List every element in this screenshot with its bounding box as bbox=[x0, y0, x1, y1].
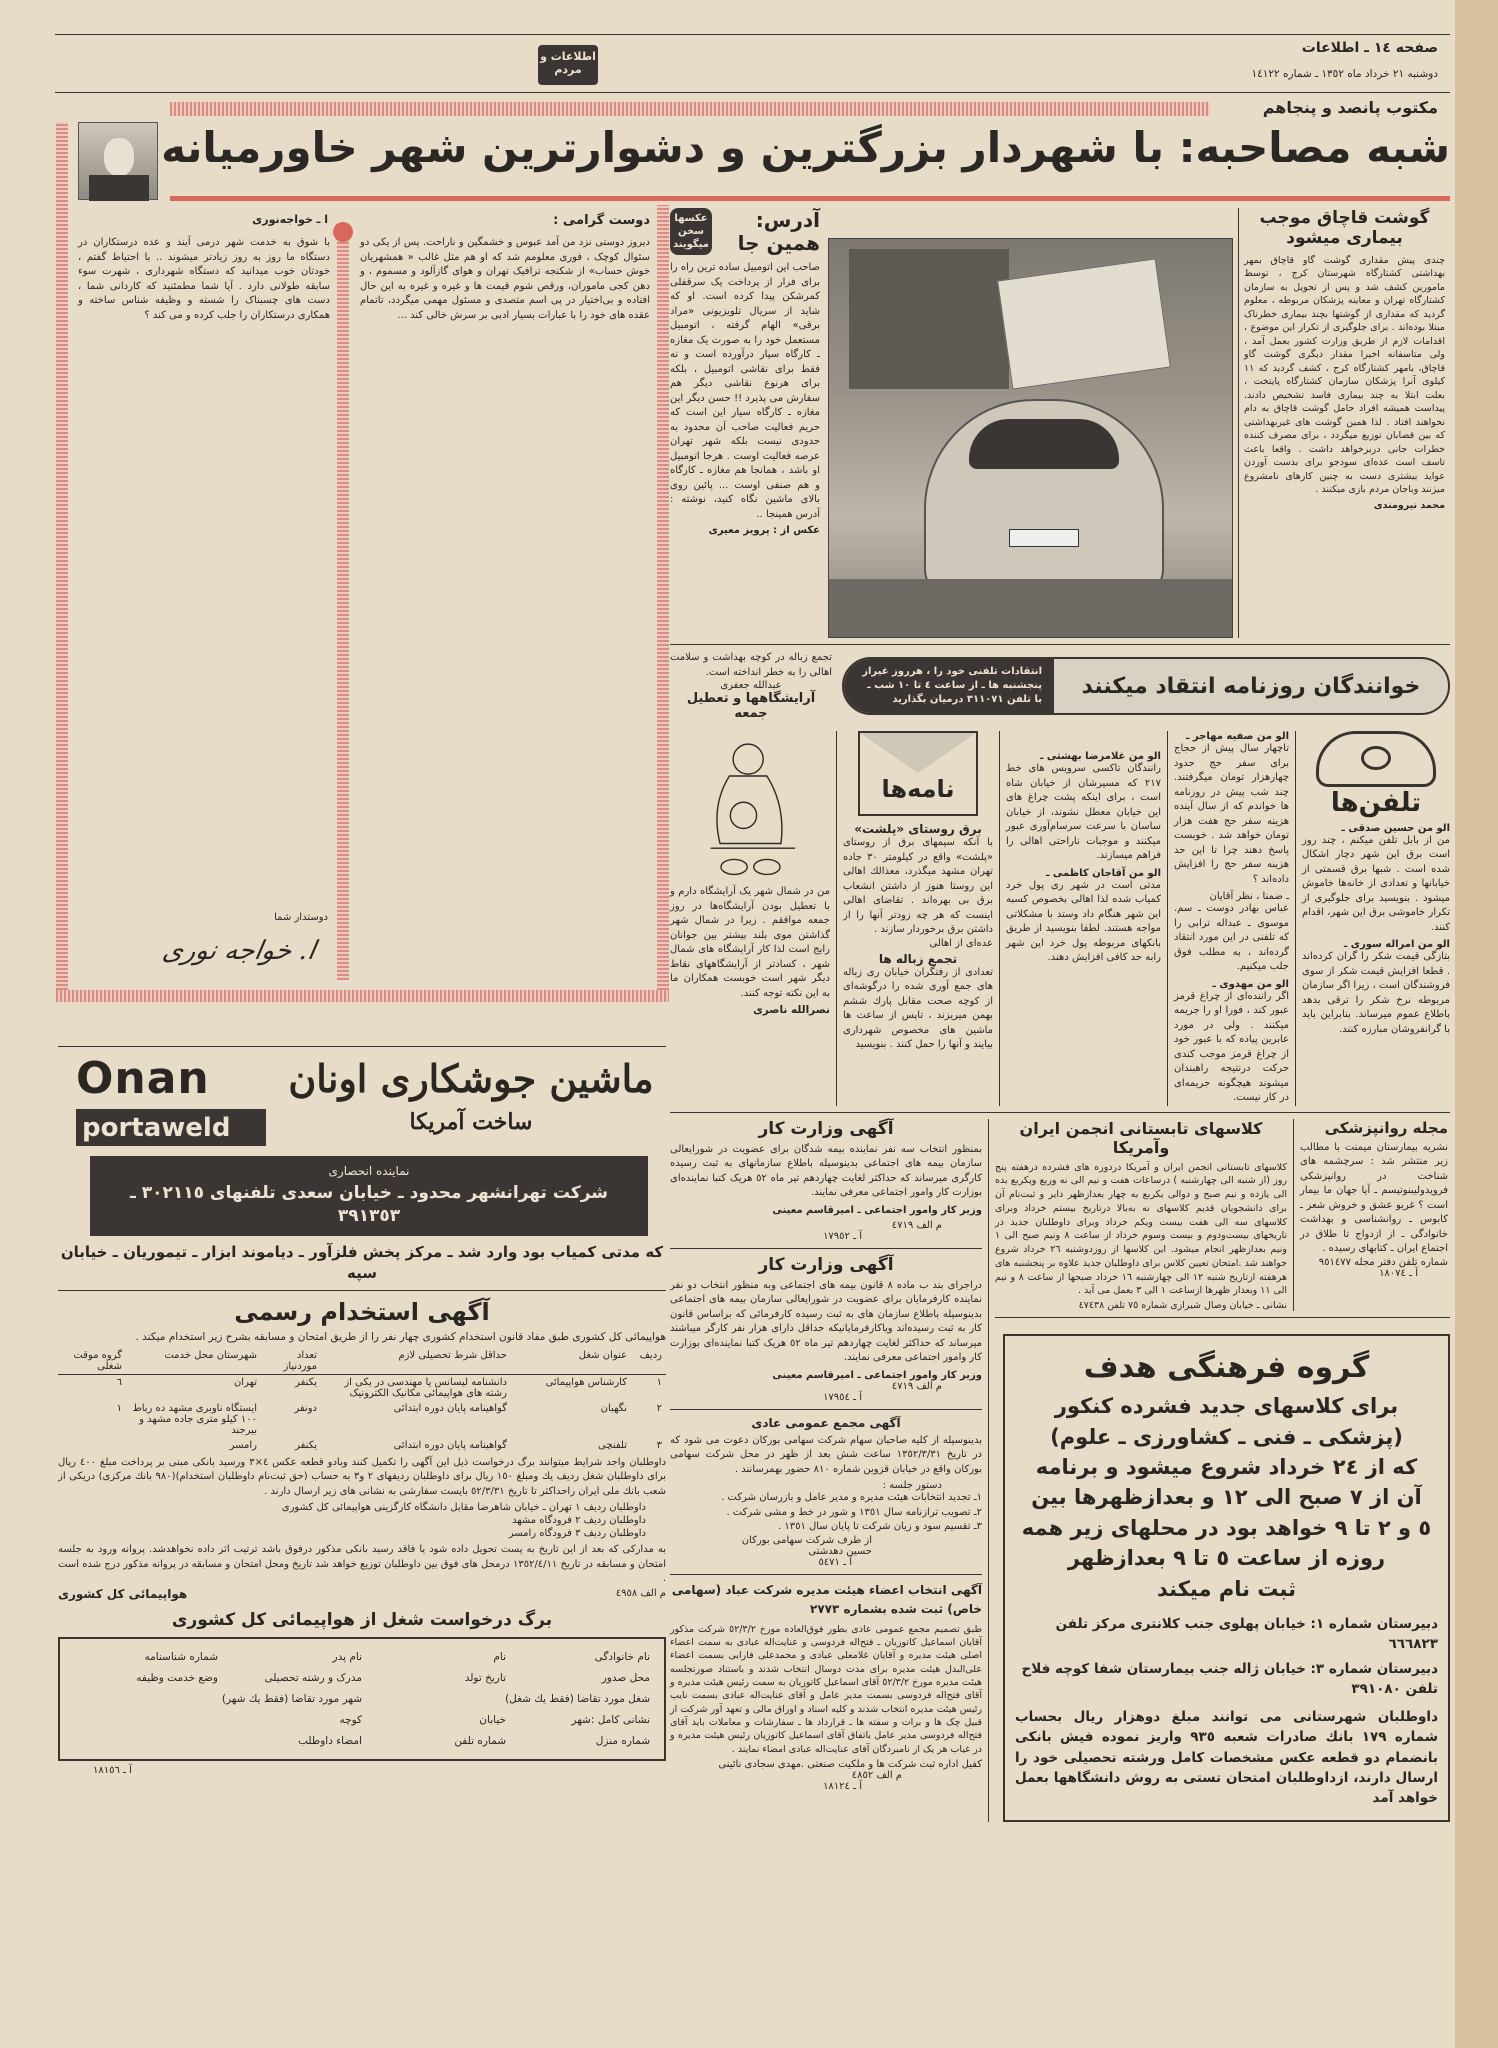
assembly-body: بدینوسیله از کلیه صاحبان سهام شرکت سهامی بورکان دعوت می شود که در تاریخ ١٣٥٢/٣/٣١ ساعت شش بعد از ظهر در محل شرکت سهامی بورکان واقع در خیابان قزوین شماره ٨١٠ حضور بهمرسانند . bbox=[670, 1434, 982, 1475]
form-field-military-status[interactable]: وضع خدمت وظیفه bbox=[136, 1672, 218, 1685]
phone-message: بتازگی قیمت شکر را گران کرده‌اند . قطعا افزایش قیمت شکر از سوی فروشندگان است ، زیرا اگر سازمان مربوطه نرخ شکر را ترقی بدهد باطلاع عموم میرساند. بنابراین باید با گرانفروشان مبارزه کنند. bbox=[1302, 951, 1450, 1035]
onan-ad-subtitle: ساخت آمریکا bbox=[409, 1108, 533, 1135]
form-field-birth-date[interactable]: تاریخ تولد bbox=[464, 1672, 506, 1685]
left-bottom bbox=[58, 1040, 666, 1776]
phone-caller: الو من حسین صدقی ـ bbox=[1341, 822, 1450, 834]
kicker: مکتوب پانصد و پنجاهم bbox=[1262, 98, 1438, 117]
form-field-father-name[interactable]: نام پدر bbox=[332, 1651, 362, 1664]
phone-message: رانندگان تاکسی سرویس های خط ٢١٧ که مسیرشان از خیابان شاه است ، برای اینکه پشت چراغ های این خیابان معطل نشوند، از خیابان ساسان با سرعت سرسام‌آوری عبور میکنند و موجبات ناراحتی اهالی را فراهم میسازند. bbox=[1006, 763, 1161, 861]
summer-classes-body: کلاسهای تابستانی انجمن ایران و آمریکا دردوره های فشرده درهفته پنج روز (از شنبه الی چهارشنبه ) درساعات هفت و نیم الی نه وربع ویکربع بده الی یازده و نیم صبح و دوالی یکربع به چهار بعدازظهر دایر و ثبت‌نام آن برای دانشجویان قدیم کلاسهای نه به‌بالا درتاریخ بیستم خرداد وبرای کلاسهای سه الی هفت بیست ویکم خرداد وبرای داوطلبان جدید در تاریخهای بیست‌ودوم و بیست وسوم خرداد از ساعت ٨ ونیم صبح الی ١ ونیم بعدازظهر انجام میشود. این کلاسها از روزدوشنبه ٢٦ خرداد شروع خواهند شد .امتحان تعیین کلاس برای داوطلبان جدید علاوه بر پنجشنبه های هرهفته ازتاریخ شنبه ١٢ الی چهارشنبه ١٦ خرداد صبحها از ساعت ٨ و نیم الی ١١ وبعداز ظهرها ازساعت ١ الی ٣ بعمل می آید . bbox=[995, 1161, 1287, 1297]
onan-rep-box bbox=[90, 1156, 648, 1236]
kicker-stripe bbox=[170, 102, 1210, 116]
garbage-note: تجمع زباله در کوچه بهداشت و سلامت اهالی را به خطر انداخته است. bbox=[670, 652, 832, 678]
telephone-icon bbox=[1316, 731, 1436, 787]
top-rule bbox=[55, 34, 1450, 35]
barber-title: آرایشگاهها و تعطیل جمعه bbox=[686, 691, 816, 721]
hadaf-line: ثبت نام میکند bbox=[1157, 1576, 1296, 1601]
section-rule bbox=[670, 644, 1450, 645]
divider-dot bbox=[333, 222, 353, 242]
form-field-education[interactable]: مدرک و رشته تحصیلی bbox=[264, 1672, 362, 1685]
labor-ad-ref: م الف ٤٧١٩ bbox=[891, 1219, 942, 1231]
assembly-title: آگهی مجمع عمومی عادی bbox=[751, 1415, 901, 1430]
phone-message: مدتی است در شهر ری پول خرد کمیاب شده لذا اهالی بخصوص کسبه این شهر هنگام داد وستد با مشکلاتی مواجه هستند. لطفا بنویسید از طریق بانکهای مربوطه پول خرد این شهر رابه حد کافی افزایش دهند. bbox=[1006, 879, 1161, 963]
psych-journal-phone: شماره تلفن دفتر مجله ٩٥١٤٧٧ bbox=[1318, 1256, 1448, 1268]
cell-job-title: کارشناس هواپیمائی bbox=[545, 1376, 627, 1388]
board-notice-code: آ ـ ١٨١٢٤ bbox=[823, 1780, 862, 1792]
agenda-item: ١ـ تجدید انتخابات هیئت مدیره و مدیر عامل و بازرسان شرکت . bbox=[721, 1492, 982, 1503]
cell-location: ایستگاه ناوبری مشهد ده رباط ١٠٠ کیلو متری جاده مشهد و بیرجند bbox=[132, 1402, 257, 1436]
summer-classes-title: کلاسهای تابستانی انجمن ایران وآمریکا bbox=[1019, 1118, 1263, 1157]
letter-author: عده‌ای از اهالی bbox=[929, 937, 993, 949]
cell-group: ١ bbox=[116, 1402, 122, 1414]
phone-message: من از بابل تلفن میکنم ، چند روز است برق این شهر دچار اشکال شده است . شبها برق قسمتی از خیابانها و تعدادی از خانه‌ها خاموش میشود . بنویسید برای جلوگیری از تکرار خاموشی برق این شهر، اقدام کنند. bbox=[1302, 834, 1450, 933]
phones-column-left bbox=[1006, 731, 1161, 966]
cell-location: رامسر bbox=[229, 1439, 257, 1451]
column-header: عنوان شغل bbox=[578, 1349, 627, 1361]
meat-story-author: محمد نیرومندی bbox=[1373, 499, 1445, 511]
phone-caller: الو من آقاجان کاظمی ـ bbox=[1045, 867, 1161, 879]
employment-address: داوطلبان ردیف ٢ فرودگاه مشهد bbox=[511, 1515, 646, 1527]
readers-banner-title: خوانندگان روزنامه انتقاد میکنند bbox=[1081, 673, 1421, 699]
phone-message: عباس بهادر دوست ـ سم. موسوی ـ عبداله ترابی را که تلفنی در این مورد انتقاد گرده‌اند ، به مطلب فوق جلب میکنیم. bbox=[1174, 903, 1289, 972]
letter-closing: دوستدار شما bbox=[274, 912, 328, 923]
cell-job-title: تلفنچی bbox=[598, 1439, 627, 1451]
labor-ad-title: آگهی وزارت کار bbox=[758, 1254, 894, 1275]
rep-line: شرکت تهرانشهر محدود ـ خیابان سعدی تلفنهای ٣٠٢١١٥ ـ ٣٩١٣٥٣ bbox=[129, 1183, 609, 1227]
onan-ad-title: ماشین جوشکاری اونان bbox=[288, 1056, 654, 1101]
cell-row-number: ١ bbox=[656, 1376, 662, 1388]
garbage-note-author: عبدالله جعفری bbox=[720, 680, 782, 691]
employment-table bbox=[58, 1348, 666, 1453]
column-header: ردیف bbox=[639, 1349, 662, 1361]
phone-caller: ـ ضمنا ، نظر آقایان bbox=[1209, 891, 1289, 902]
hadaf-line: (پزشکی ـ فنی ـ کشاورزی ـ علوم) bbox=[1050, 1424, 1403, 1449]
psych-journal-body: نشریه بیمارستان میمنت با مطالب زیر منتشر شد : سرچشمه های شناخت در روانپزشکی فرویدولیبنوتیسم ـ آیا جهان ما بیمار است ؟ غریو عشق و خروش شعر ـ کابوس ـ روانشناسی و بهداشت خانوادگی ـ از ازدواج تا طلاق در اجتماع ایران ـ کتابهای رسیده . bbox=[1300, 1141, 1448, 1254]
photos-speak-badge: عکسها سخن میگویند bbox=[670, 208, 712, 255]
hadaf-branch-1: دبیرستان شماره ١: خیابان پهلوی جنب کلانتری مرکز تلفن ٦٦٦٨٢٣ bbox=[1055, 1616, 1438, 1653]
section-rule bbox=[995, 1317, 1450, 1318]
form-field-place-of-issue[interactable]: محل صدور bbox=[601, 1672, 650, 1685]
form-field-first-name[interactable]: نام bbox=[493, 1651, 506, 1664]
labor-ad-ref: م الف ٤٧١٩ bbox=[891, 1380, 942, 1392]
cell-education: دانشنامه لیسانس یا مهندسی در یکی از رشته های هواپیمائی مکانیک الکترونیک bbox=[344, 1376, 507, 1399]
assembly-signer-name: حسین دهدشتی bbox=[808, 1545, 872, 1557]
letter-left-column: با شوق به خدمت شهر درمی آیند و عده درستکاران در دستگاه ما روز به روز زیادتر میشوند .. با احتیاط گفتم ، خودتان خوب میدانید که دستگاه شهرداری ، شهرت سوء سابقه طولانی دارد . آیا شما مطمئنید که کاردانی شما ، دست های چسبناک را شسته و وظیفه شناس ساخته و همکاری درستکاران را جلب کرده و می کند ؟ bbox=[78, 237, 330, 321]
phone-critique-box: انتقادات تلفنی خود را ، هرروز غیراز پنجشنبه ها ـ از ساعت ٤ تا ١٠ شب ـ با تلفن ٣١١٠٧١ درمیان بگذارید bbox=[844, 659, 1054, 713]
labor-ad-title: آگهی وزارت کار bbox=[758, 1118, 894, 1139]
column-header: گروه موقت شغلی bbox=[73, 1349, 122, 1372]
address-story-body: صاحب این اتومبیل ساده ترین راه را برای فرار از پرداخت یک سرقفلی کمرشکن پیدا کرده است. او که شاید از سریال تلویزیونی «مراد برقی» الهام گرفته ، اتومبیل مستعمل خود را به صورت یک مغازه ـ کارگاه سیار درآورده است و نه فقط برای نقاشی اتومبیل ، بلکه برای هرنوع نقاشی دیگر هم سفارش می پذیرد !! حسن دیگر این مغازه ـ کارگاه سیار این است که حریم فعالیت صاحب آن محدود به حدودی نیست بلکه شهر تهران عرصه فعالیت اوست . هرجا اتومبیل او باشد ، همانجا هم مغازه ـ کارگاه و هم صنفی اوست ... پائین روی بالای ماشین نگاه کنید، نوشته : آدرس همینجا .. bbox=[670, 262, 820, 520]
letter-right-column: دیروز دوستی نزد من آمد عبوس و خشمگین و ناراحت. پس از یکی دو سئوال کوچک ، فوری معلومم شد که او هم مثل غالب « همشهریان خوش حساب» از شکنجه ترافیک تهران و هوای گازآلود و مسموم ، و دهن کجی ماموران، ورقص شوم قیمت ها و غیره و غیره به این حال افتاده و بی‌اختیار در پی اسم متصدی و مسئول مهمی میگردد، تاتمام عقده های خود را با عبارات بسیار ادبی بر سرش خالی کند ... bbox=[360, 237, 650, 321]
photo-credit: عکس از : پرویز معیری bbox=[708, 525, 820, 536]
labor-ad-body: دراجرای بند ب ماده ٨ قانون بیمه های اجتماعی وبه منظور انتخاب دو نفر نماینده کارفرمایان برای عضویت در شورایعالی سازمان بیمه های اجتماعی بدینوسیله باطلاع سازمان های به ثبت رسیده کارفرمائی که براساس قانون کار به ثبت رسیده‌اند ویاکارفرمایانیکه حداقل دارای هزار نفر کارگر میباشند میرساند که حداکثر لغایت چهاردهم تیر ماه ٥٢ هریک کتبا نماینده‌ای بوزارت کار وامور اجتماعی معرفی نمایند. bbox=[670, 1279, 982, 1363]
letters-column bbox=[843, 731, 993, 1053]
agenda-label: دستور جلسه : bbox=[882, 1480, 942, 1491]
agenda-item: ٢ـ تصویب ترازنامه سال ١٣٥١ و شور در خط و مشی شرکت . bbox=[726, 1506, 982, 1518]
top-stories-row bbox=[670, 208, 1450, 638]
labor-ad-code: آ ـ ١٧٩٥٤ bbox=[823, 1391, 862, 1403]
rep-label: نماینده انحصاری bbox=[328, 1164, 410, 1179]
employment-signer: هواپیمائی کل کشوری bbox=[58, 1586, 188, 1601]
hadaf-line: برای کلاسهای جدید فشرده کنکور bbox=[1054, 1394, 1399, 1419]
cell-group bbox=[58, 1438, 126, 1453]
phone-message: تاچهار سال پیش از حجاج برای سفر حج حدود چهارهزار تومان میگرفتند. چند شب پیش در روزنامه ها خواندم که از سال آینده هزینه سفر حج هفت هزار تومان خواهد شد . خوبست پاسخ دهند چرا تا این حد هزینه سفر حج را افزایش داده‌اند ؟ bbox=[1174, 743, 1289, 885]
cell-education: گواهینامه پایان دوره ابتدائی bbox=[393, 1439, 507, 1451]
cell-row-number: ٣ bbox=[656, 1439, 662, 1451]
section-rule bbox=[670, 1112, 1450, 1113]
meat-story-title: گوشت قاچاق موجب بیماری میشود bbox=[1259, 208, 1430, 249]
hadaf-line: روزه از ساعت ٥ تا ٩ بعدازظهر bbox=[1067, 1546, 1386, 1571]
hadaf-footer: داوطلبان شهرستانی می توانند مبلغ دوهزار ریال بحساب شماره ١٧٩ بانك صادرات شعبه ٩٣٥ واریز نموده فیش بانکی بانضمام دو قطعه عکس مشخصات کامل ورشته تحصیلی خود را ارسال دارند، ازداوطلبان امتحان تستی به روش دانشگاهها بعمل خواهد آمد bbox=[1015, 1709, 1438, 1807]
cell-location: تهران bbox=[233, 1376, 257, 1388]
form-field-requested-job[interactable]: شغل مورد تقاضا (فقط یك شغل) bbox=[505, 1693, 650, 1706]
employment-note: به مدارکی که بعد از این تاریخ به پست تحویل داده شود یا فاقد رسید بانکی مذکور درفوق باشد ترتیب اثر داده نخواهدشد. پروانه ورود به جلسه امتحان و مسابقه در تاریخ ١٣٥٢/٤/١١ درمحل های فوق بین داوطلبان توزیع خواهد شد تاریخ ومحل امتحان و مسابقه در پروانه مذکور درج شده است . bbox=[58, 1544, 666, 1585]
address-story bbox=[670, 208, 820, 536]
board-notice-ref: م الف ٤٨٥٢ bbox=[851, 1769, 902, 1781]
psych-journal-title: مجله روانپزشکی bbox=[1324, 1118, 1448, 1137]
table-row bbox=[58, 1374, 666, 1401]
car-photo bbox=[828, 238, 1233, 638]
table-row bbox=[58, 1438, 666, 1453]
assembly-notice bbox=[670, 1416, 982, 1568]
cell-job-title: نگهبان bbox=[600, 1402, 627, 1414]
headline: شبه مصاحبه: با شهردار بزرگترین و دشوارترین شهر خاورمیانه bbox=[161, 123, 1450, 172]
date-line: دوشنبه ٢١ خرداد ماه ١٣٥٢ ـ شماره ١٤١٢٢ bbox=[1251, 68, 1438, 80]
application-form-title: برگ درخواست شغل از هواپیمائی کل کشوری bbox=[171, 1609, 553, 1630]
form-field-house-number[interactable]: شماره منزل bbox=[595, 1735, 650, 1748]
letter-frame-bottom bbox=[56, 990, 669, 1002]
form-field-phone[interactable]: شماره تلفن bbox=[454, 1735, 506, 1748]
assembly-signer: از طرف شرکت سهامی بورکان bbox=[741, 1534, 872, 1546]
phones-logo: تلفن‌ها bbox=[1330, 788, 1422, 818]
letter-column-divider bbox=[337, 240, 349, 980]
section-rule bbox=[58, 1046, 666, 1047]
section-rule bbox=[58, 1290, 666, 1291]
section-logo: اطلاعات و مردم bbox=[538, 45, 598, 85]
letter-author: ا ـ خواجه‌نوری bbox=[252, 213, 328, 226]
headline-red-rule bbox=[170, 196, 1450, 201]
hadaf-line: آن از ٧ صبح الی ١٢ و بعدازظهرها بین bbox=[1031, 1485, 1422, 1510]
barber-illustration bbox=[688, 731, 813, 881]
onan-brand: Onan bbox=[76, 1053, 210, 1104]
phone-message: اگر راننده‌ای از چراغ قرمز عبور کند ، فورا او را جریمه میکنند . ولی در مورد عابرین پیاده که با عبور خود از چراغ قرمز موجب کندی حرکت درنتیجه راهبندان میشوند هیچگونه جریمه‌ای در کار نیست. bbox=[1174, 990, 1289, 1103]
labor-ad-signer: وزیر کار وامور اجتماعی ـ امیرقاسم معینی bbox=[772, 1369, 982, 1381]
labor-ad-body: بمنظور انتخاب سه نفر نماینده بیمه شدگان برای عضویت در شورایعالی سازمان بیمه های اجتماعی بدینوسیله باطلاع سازمانهای به ثبت رسیده کارگری میرساند که حداکثر لغایت چهاردهم تیر ماه ٥٢ هریک کتبا نماینده‌ای بوزارت کار وامور اجتماعی معرفی نمایند. bbox=[670, 1143, 982, 1198]
form-field-signature[interactable]: امضاء داوطلب bbox=[298, 1735, 362, 1748]
readers-banner bbox=[842, 657, 1450, 715]
board-notice-title: آگهی انتخاب اعضاء هیئت مدیره شرکت عباد (سهامی خاص) ثبت شده بشماره ٢٧٧٣ bbox=[671, 1582, 982, 1616]
psych-journal-notice bbox=[1300, 1119, 1448, 1279]
hadaf-branch-2: دبیرستان شماره ٣: خیابان ژاله جنب بیمارستان شفا کوچه فلاح تلفن ٣٩١٠٨٠ bbox=[1021, 1660, 1438, 1697]
readers-header-row bbox=[670, 651, 1450, 721]
readers-columns bbox=[670, 731, 1450, 1106]
letter-salutation: دوست گرامی : bbox=[553, 213, 650, 228]
section-rule bbox=[670, 1574, 982, 1575]
portaweld-brand: portaweld bbox=[76, 1109, 266, 1146]
labor-ad-2 bbox=[670, 1255, 982, 1403]
letter-body: با آنکه سیمهای برق از روستای «پلشت» واقع در کیلومتر ٣٠ جاده تهران مشهد میگذرد، معذالك اهالی این روستا هنوز از داشتن انشعاب برق بی بهره‌اند . تقاضای اهالی اینست که هر چه زودتر آنها را از داشتن برق برخوردار سازند . bbox=[843, 837, 993, 935]
readers-side-note bbox=[670, 651, 832, 721]
cell-group: ٦ bbox=[116, 1376, 122, 1388]
notices-right-column bbox=[995, 1119, 1450, 1823]
hadaf-line: که از ٢٤ خرداد شروع میشود و برنامه bbox=[1035, 1455, 1418, 1480]
board-election-notice bbox=[670, 1581, 982, 1792]
agenda-item: ٣ـ تقسیم سود و زیان شرکت تا پایان سال ١٣٥١ . bbox=[777, 1521, 982, 1532]
address-story-title: آدرس: همین جا bbox=[737, 207, 820, 255]
onan-ad bbox=[58, 1055, 666, 1284]
form-ad-code: آ ـ ١٨١٥٦ bbox=[93, 1765, 132, 1777]
labor-ad-1 bbox=[670, 1119, 982, 1242]
cell-row-number: ٢ bbox=[656, 1402, 662, 1414]
barber-author: نصرالله ناصری bbox=[753, 1004, 830, 1016]
meat-story-body: چندی پیش مقداری گوشت گاو قاچاق بمهر بهداشتی کشتارگاه شهرستان کرج ، توسط مامورین کشف شد و پس از تحویل به سازمان کشتارگاه تهران و معاینه پزشکان مربوطه ، معلوم گردید که مقداری از گوشتها بچند بیماری خطرناک مبتلا بوده‌اند . برای جلوگیری از تکرار این موضوع ، اقدامات لازم از طریق وزارت کشور بعمل آمد ، ولی متاسفانه اخیرا مقدار دیگری گوشت گاو قاچاق، بامهر کشتارگاه کرج ، کشف گردید که ١١ کیلوی آنرا پزشکان سازمان کشتارگاه پایتخت ، بعلت ابتلا به چند بیماری فاسد تشخیص دادند. پیداست همیشه افراد حامل گوشت قاچاق به دام نخواهند افتاد . لذا همین گوشت های غیربهداشتی که بین قصابان توزیع میگردد ، برای مصرف کننده خطرات جانی دربرخواهد داشت . واقعا باعث تاسف است عده‌ای سودجو برای بدست آوردن عواید بیشتری دست به چنین کارهای نامشروع میزنند وباجان مردم بازی میکنند . bbox=[1244, 254, 1445, 496]
labor-ad-signer: وزیر کار وامور اجتماعی ـ امیرقاسم معینی bbox=[772, 1204, 982, 1216]
letter-title: تجمع زباله ها bbox=[878, 951, 958, 966]
column-header: شهرستان محل خدمت bbox=[164, 1349, 257, 1361]
psych-journal-code: آ ـ ١٨٠٧٤ bbox=[1379, 1267, 1418, 1279]
notices-row bbox=[670, 1119, 1450, 1823]
cell-education: گواهینامه پایان دوره ابتدائی bbox=[393, 1402, 507, 1414]
onan-logo bbox=[76, 1055, 266, 1146]
letter-frame-left bbox=[56, 122, 68, 1002]
phone-caller: الو من امراله سوری ـ bbox=[1343, 939, 1450, 951]
notices-left-column bbox=[670, 1119, 982, 1792]
column-header: حداقل شرط تحصیلی لازم bbox=[398, 1349, 507, 1361]
column-header: تعداد موردنیاز bbox=[283, 1349, 317, 1372]
barber-body: من در شمال شهر یک آرایشگاه دارم و با تعطیل بودن آرایشگاه‌ها در روز جمعه موافقم . زیرا در شمال شهر گذاشتن موی بلند بیشتر بین جوانان رایج است لذا کار آرایشگاه های شمال شهر ، کسادتر از آرایشگاههای نقاط دیگر شهر است خوبست همکاران ما به این نکته توجه کنند. bbox=[670, 886, 830, 999]
cell-count: یکنفر bbox=[295, 1439, 317, 1451]
summer-classes-notice bbox=[995, 1119, 1287, 1312]
table-row bbox=[58, 1401, 666, 1438]
envelope-icon bbox=[858, 731, 978, 816]
summer-classes-address: نشانی ـ خیابان وصال شیرازی شماره ٧٥ تلفن ٤٧٤٣٨ bbox=[1078, 1300, 1287, 1312]
employment-ad-title: آگهی استخدام رسمی bbox=[234, 1298, 490, 1327]
cell-count: دونفر bbox=[294, 1402, 317, 1414]
phones-column-right bbox=[1302, 731, 1450, 1037]
phone-caller: الو من غلامرضا بهشتی ـ bbox=[1040, 751, 1161, 762]
board-notice-body: طبق تصمیم مجمع عمومی عادی بطور فوق‌العاده مورخ ٥٢/٣/٢ شرکت مذکور آقایان اسماعیل کاتوزیان ـ فتح‌اله فردوسی و عنایت‌اله عبادی به سمت اعضاء اصلی هیئت مدیره و آقایان غلامعلی عبادی و محمدعلی فارابی بسمت اعضاء علی‌البدل هیئت مدیره برای مدت دوسال انتخاب شدند و باستناد صورتجلسه هیئت مدیره مورخ ٥٢/٣/٢ آقای اسماعیل کاتوزیان به سمت رئیس هیئت مدیره و آقای فتح‌اله فردوسی بسمت مدیر عامل و آقای عنایت‌اله عبادی بسمت نایب رئیس هیئت مدیره انتخاب شدند و کلیه اسناد و اوراق مالی و تعهد آور شرکت از قبیل چک ها و برات و سفته ها ـ قرارداد ها ـ سفارشات و معاملات باید آقای فتح‌اله فردوسی مدیر عامل باتفاق آقای اسماعیل کاتوزیان رئیس هیئت مدیره و در غیاب هر یک از نامبردگان آقای عنایت‌اله عبادی امضاء نمایند . bbox=[670, 1623, 983, 1755]
letter-title: برق روستای «پلشت» bbox=[854, 822, 982, 836]
form-field-id-number[interactable]: شماره شناسنامه bbox=[144, 1651, 218, 1664]
barber-column bbox=[670, 731, 830, 1016]
section-rule bbox=[670, 1409, 982, 1410]
letters-logo: نامه‌ها bbox=[881, 775, 955, 803]
handwritten-signature: ا. خواجه نوری bbox=[160, 936, 318, 966]
employment-address: داوطلبان ردیف ٣ فرودگاه رامسر bbox=[508, 1528, 646, 1540]
phone-caller: الو من مهدوی ـ bbox=[1212, 978, 1289, 990]
employment-address: داوطلبان ردیف ١ تهران ـ خیابان شاهرضا مقابل دانشگاه کارگزینی هواپیمائی کل کشوری bbox=[281, 1502, 646, 1514]
hadaf-ad bbox=[1003, 1334, 1450, 1822]
form-field-address-city[interactable]: نشانی کامل :شهر bbox=[571, 1714, 650, 1727]
page-label: صفحه ١٤ ـ اطلاعات bbox=[1301, 40, 1438, 56]
employment-conditions: داوطلبان واجد شرایط میتوانند برگ درخواست ذیل این آگهی را تکمیل کنند وبادو قطعه عکس ٤×٣ ورسید بانکی مبنی بر پرداخت مبلغ ٤٠٠ ریال برای داوطلبان شغل ردیف یك ومبلغ ١٥٠ ریال برای داوطلبان ردیفهای ٢ و٣ به حساب (حق ثبت‌نام داوطلبان استخدام)(٩٨٠ بانك مرکزی) دریکی از شعب بانك ملی ایران راحداکثر تا تاریخ ٥٢/٣/٣١ بایست سفارشی به نشانی های زیر ارسال دارند . bbox=[58, 1456, 667, 1497]
masthead-rule bbox=[55, 92, 1450, 93]
section-rule bbox=[670, 1248, 982, 1249]
onan-ad-footer: که مدتی کمیاب بود وارد شد ـ مرکز پخش فلزآور ـ دیاموند ابزار ـ تیموریان ـ خیابان سپه bbox=[60, 1243, 664, 1283]
assembly-code: آ ـ ٥٤٧١ bbox=[818, 1556, 852, 1568]
phones-column-middle bbox=[1174, 731, 1289, 1106]
author-photo bbox=[78, 122, 158, 200]
right-half bbox=[670, 208, 1450, 1822]
form-field-street[interactable]: خیابان bbox=[479, 1714, 506, 1727]
hadaf-line: ٥ و ٢ تا ٩ خواهد بود در محلهای زیر همه bbox=[1021, 1515, 1432, 1540]
form-field-last-name[interactable]: نام خانوادگی bbox=[594, 1651, 650, 1664]
meat-story bbox=[1244, 208, 1445, 511]
cell-count: یکنفر bbox=[295, 1376, 317, 1388]
employment-ad bbox=[58, 1297, 666, 1601]
board-notice-signer: کفیل اداره ثبت شرکت ها و ملکیت صنعتی .مهدی سجادی نائینی bbox=[718, 1758, 982, 1770]
letter-frame-right bbox=[657, 205, 669, 1002]
form-field-requested-city[interactable]: شهر مورد تقاضا (فقط یك شهر) bbox=[221, 1693, 362, 1706]
form-field-alley[interactable]: کوچه bbox=[339, 1714, 362, 1727]
employment-ad-intro: هواپیمائی کل کشوری طبق مفاد قانون استخدام کشوری چهار نفر را از طریق امتحان و مسابقه بشرح زیر استخدام میکند . bbox=[135, 1331, 666, 1344]
labor-ad-code: آ ـ ١٧٩٥٢ bbox=[823, 1230, 862, 1242]
hadaf-title: گروه فرهنگی هدف bbox=[1083, 1350, 1370, 1386]
phone-caller: الو من صفیه مهاجر ـ bbox=[1186, 731, 1289, 742]
letter-body: تعدادی از رفتگران خیابان ری زباله های جمع آوری شده را درگوشه‌ای از کوچه صحت مقابل پارك ششم بهمن میریزند ، تاپس از ساعت ها ماشین های مخصوص شهرداری بیایند و آنها را حمل کنند . بنویسید bbox=[843, 966, 993, 1050]
employment-ref: م الف ٤٩٥٨ bbox=[615, 1588, 666, 1600]
application-form bbox=[58, 1637, 666, 1761]
